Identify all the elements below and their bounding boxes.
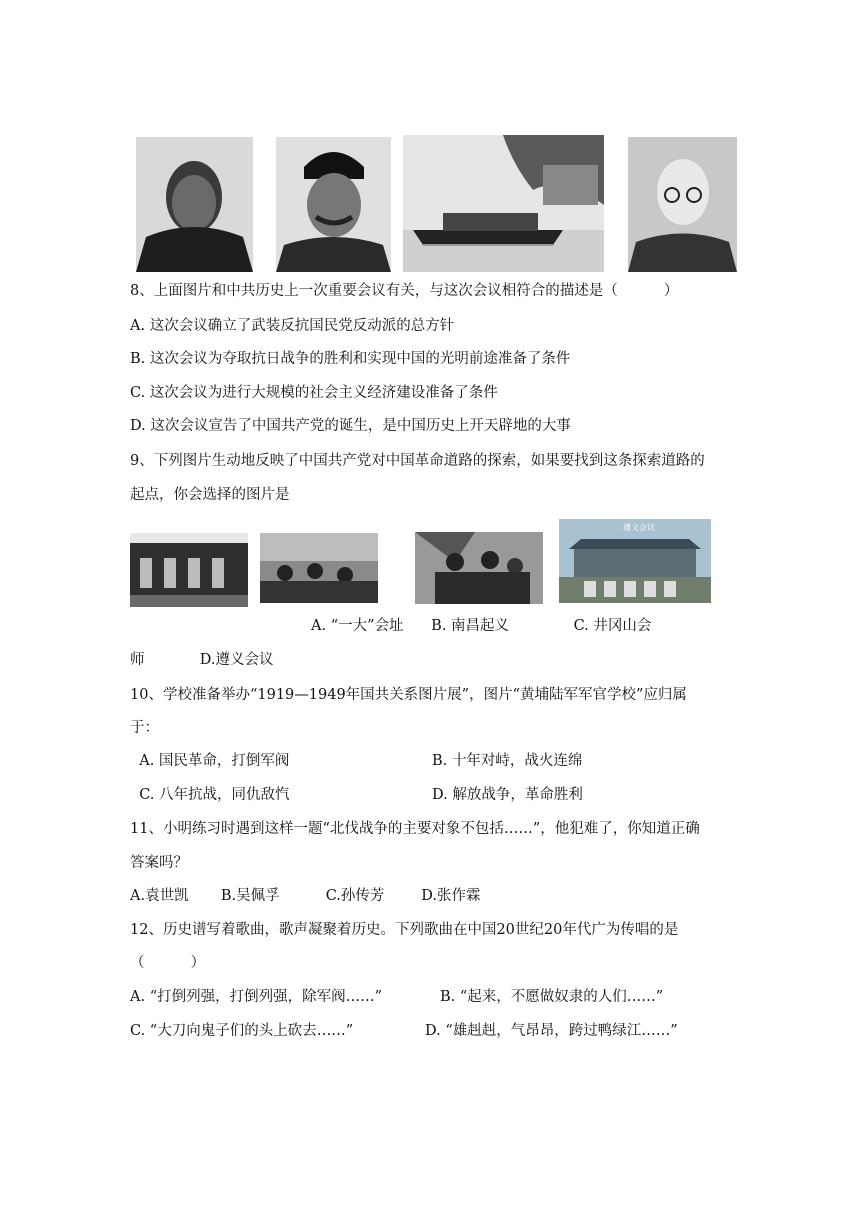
q9-stem-line2: 起点，你会选择的图片是 xyxy=(130,487,290,503)
first-congress-site-photo xyxy=(130,533,248,607)
q12-stem-line1: 12、历史谱写着歌曲，歌声凝聚着历史。下列歌曲在中国20世纪20年代广为传唱的是 xyxy=(130,922,679,938)
q9-stem-line1: 9、下列图片生动地反映了中国共产党对中国革命道路的探索，如果要找到这条探索道路的 xyxy=(130,453,705,469)
q9-options-line2: 师 D.遵义会议 xyxy=(130,652,274,668)
nanchang-uprising-photo xyxy=(260,533,378,603)
q11-options: A.袁世凯 B.吴佩孚 C.孙传芳 D.张作霖 xyxy=(130,888,481,904)
q12-option-d: D. “雄赳赳，气昂昂，跨过鸭绿江……” xyxy=(425,1023,678,1039)
q12-option-a: A. “打倒列强，打倒列强，除军阀……” xyxy=(130,989,383,1005)
q10-stem-line2: 于： xyxy=(130,720,159,736)
q8-option-d: D. 这次会议宣告了中国共产党的诞生，是中国历史上开天辟地的大事 xyxy=(130,418,571,434)
q11-stem-line2: 答案吗？ xyxy=(130,855,188,871)
q9-options-line1: A. “一大”会址 B. 南昌起义 C. 井冈山会 xyxy=(311,618,652,634)
q11-stem-line1: 11、小明练习时遇到这样一题“北伐战争的主要对象不包括……”，他犯难了，你知道正确 xyxy=(130,821,700,837)
red-boat-photo xyxy=(403,135,604,272)
q10-option-c: C. 八年抗战，同仇敌忾 xyxy=(130,787,290,803)
q8-stem: 8、上面图片和中共历史上一次重要会议有关，与这次会议相符合的描述是（ ） xyxy=(130,283,679,299)
q8-option-b: B. 这次会议为夺取抗日战争的胜利和实现中国的光明前途准备了条件 xyxy=(130,351,571,367)
q12-option-b: B. “起来，不愿做奴隶的人们……” xyxy=(440,989,664,1005)
q10-option-a: A. 国民革命，打倒军阀 xyxy=(130,753,290,769)
q10-option-d: D. 解放战争，革命胜利 xyxy=(432,787,583,803)
q10-option-b: B. 十年对峙，战火连绵 xyxy=(432,753,583,769)
portrait-photo-1 xyxy=(136,137,253,272)
q10-stem-line1: 10、学校准备举办“1919—1949年国共关系图片展”，图片“黄埔陆军军官学校”应归属 xyxy=(130,687,687,703)
q12-option-c: C. “大刀向鬼子们的头上砍去……” xyxy=(130,1023,354,1039)
portrait-photo-4 xyxy=(628,137,737,272)
q8-option-a: A. 这次会议确立了武装反抗国民党反动派的总方针 xyxy=(130,318,455,334)
zunyi-image-title: 遵义会议 xyxy=(623,523,655,532)
q12-stem-line2: （ ） xyxy=(130,955,206,971)
jinggangshan-meeting-photo xyxy=(415,532,543,604)
zunyi-meeting-photo xyxy=(559,519,711,603)
portrait-photo-2 xyxy=(276,137,391,272)
q8-option-c: C. 这次会议为进行大规模的社会主义经济建设准备了条件 xyxy=(130,385,498,401)
